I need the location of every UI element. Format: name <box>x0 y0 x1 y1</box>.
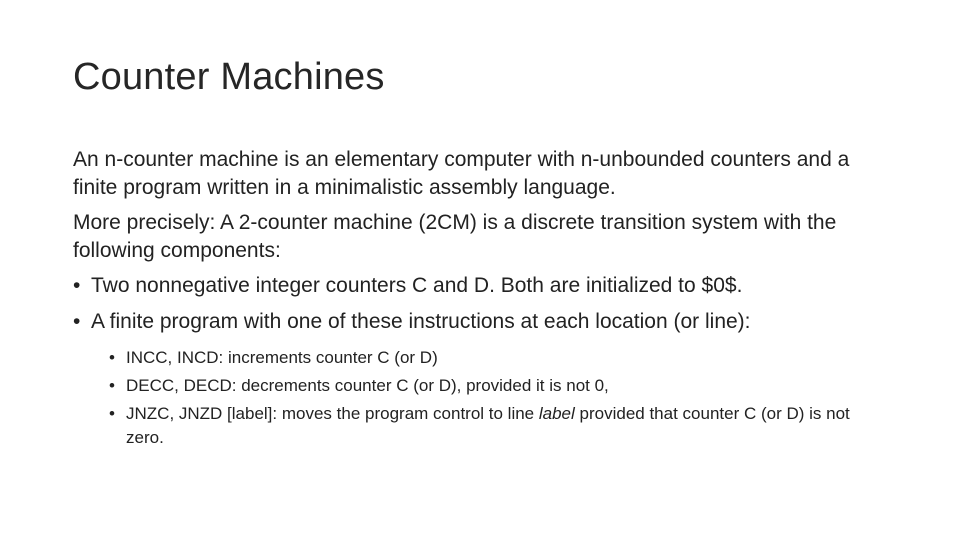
bullet-icon: • <box>73 274 81 297</box>
slide-body <box>73 146 873 454</box>
bullet-text: Two nonnegative integer counters C and D. Both are initialized to $0$. <box>91 274 743 297</box>
sub-bullet-icon: • <box>109 376 115 395</box>
instruction-jnz <box>109 402 873 450</box>
sub-bullet-icon: • <box>109 348 115 367</box>
instruction-inc <box>109 346 873 370</box>
instruction-list <box>73 346 873 450</box>
bullet-icon: • <box>73 310 81 333</box>
slide-title: Counter Machines <box>73 56 385 98</box>
instruction-text-end: provided that counter C (or D) is not zero. <box>126 404 850 447</box>
instruction-text-italic: label <box>538 404 575 423</box>
intro-paragraph: An n-counter machine is an elementary computer with n-unbounded counters and a finite program written in a minimalistic assembly language. <box>73 148 850 199</box>
bullet-program <box>73 308 873 336</box>
instruction-text-start: JNZC, JNZD [label]: moves the program control to line <box>126 404 539 423</box>
instruction-dec <box>109 374 873 398</box>
definition-paragraph: More precisely: A 2-counter machine (2CM) is a discrete transition system with the following components: <box>73 211 837 262</box>
instruction-text: INCC, INCD: increments counter C (or D) <box>126 348 438 367</box>
instruction-text: DECC, DECD: decrements counter C (or D), provided it is not 0, <box>126 376 609 395</box>
bullet-text: A finite program with one of these instructions at each location (or line): <box>91 310 751 333</box>
bullet-counters <box>73 272 873 300</box>
sub-bullet-icon: • <box>109 404 115 423</box>
